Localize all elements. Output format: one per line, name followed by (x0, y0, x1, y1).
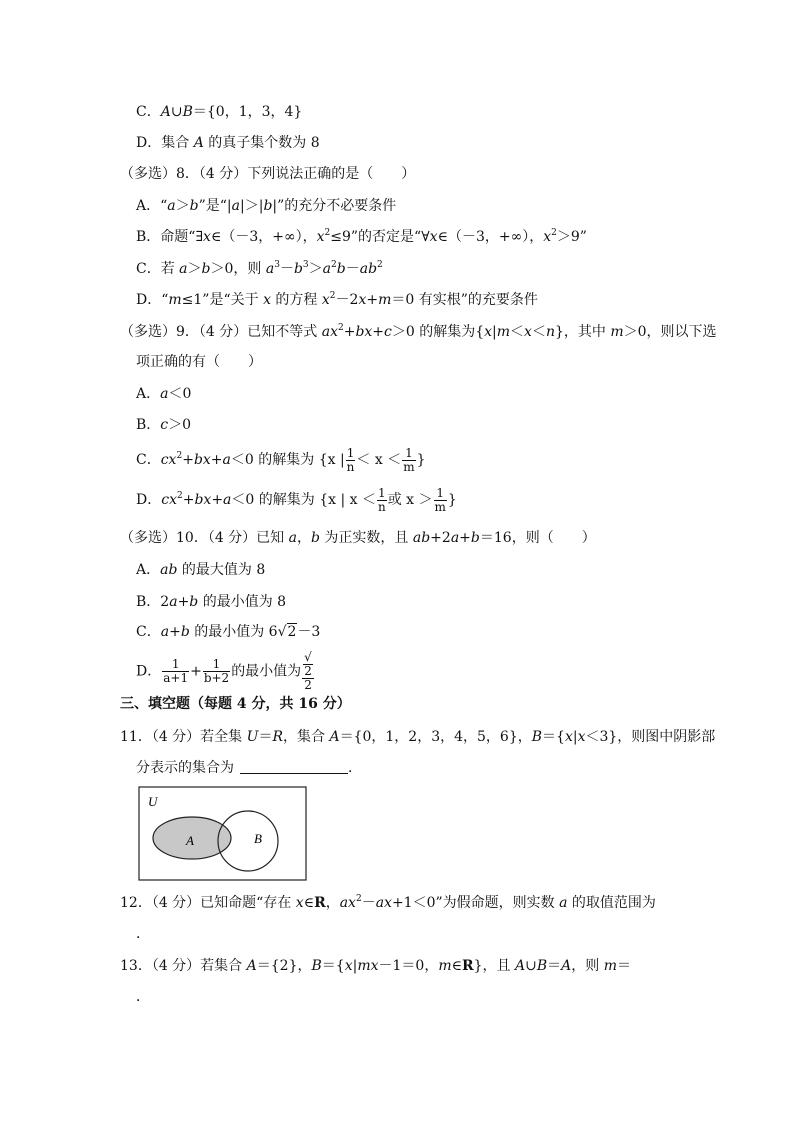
label-b: B (254, 831, 262, 846)
q11-answer-blank[interactable] (240, 759, 348, 774)
q8-stem: （多选）8．（4 分）下列说法正确的是（ ） (120, 166, 416, 182)
q12-stem-line2: ． (136, 926, 150, 942)
label-u: U (148, 794, 158, 809)
q9-stem-line2: 项正确的有（ ） (136, 354, 262, 370)
q9-option-d: D．$cx^2+bx+a<0$ 的解集为 {x | x ＜ $\frac{1}{n}$ 或 x ＞ $\frac{1}{m}$ } (136, 485, 457, 514)
q13-stem-line1: 13．（4 分）若集合 A＝{2}，B＝{x|mx－1＝0，m∈R}，且 A∪B＝A，则 m＝ (120, 958, 631, 974)
q8-option-b: B．命题“∃x∈（－3，+∞），$x^2\le 9$”的否定是“∀x∈（－3，+∞），$x^2>9$” (136, 228, 587, 245)
q10-option-a: A．ab 的最大值为 8 (136, 562, 266, 578)
q10-stem: （多选）10．（4 分）已知 a，b 为正实数，且 ab+2a+b＝16，则（ ） (120, 530, 596, 546)
q9-stem-line1: （多选）9．（4 分）已知不等式 $ax^2+bx+c>0$ 的解集为{x|m＜x＜n}，其中 m＞0，则以下选 (120, 323, 717, 340)
q8-option-d: D．“m≤1”是“关于 x 的方程 $x^2-2x+m=0$ 有实根”的充要条件 (136, 291, 538, 308)
q10-option-c: C．a+b 的最小值为 6√2－3 (136, 624, 321, 640)
q10-option-b: B．2a+b 的最小值为 8 (136, 594, 287, 610)
q8-option-c: C．若 a＞b＞0，则 $a^3-b^3>a^2b-ab^2$ (136, 260, 383, 277)
q9-option-c: C．$cx^2+bx+a<0$ 的解集为 {x | $\frac{1}{n}$ ＜ x ＜ $\frac{1}{m}$ } (136, 445, 426, 474)
label-a: A (186, 833, 194, 848)
q9-option-a: A．a＜0 (136, 386, 192, 402)
section-3-heading: 三、填空题（每题 4 分，共 16 分） (120, 696, 351, 712)
q7-option-c: C．A∪B＝{0，1，3，4} (136, 104, 303, 120)
venn-diagram (138, 786, 308, 882)
q9-option-b: B．c＞0 (136, 417, 192, 433)
q8-option-a: A．“a＞b”是“|a|＞|b|”的充分不必要条件 (136, 198, 397, 214)
set-b-circle (218, 811, 278, 871)
q12-stem-line1: 12．（4 分）已知命题“存在 x∈R，$ax^2-ax+1<0$”为假命题，则实数 a 的取值范围为 (120, 894, 656, 911)
q10-option-d: D． $\frac{1}{a+1}$ + $\frac{1}{b+2}$ 的最小值为 √ 2 2 (136, 650, 312, 692)
q7-option-d: D．集合 A 的真子集个数为 8 (136, 135, 320, 151)
q11-stem-line2: 分表示的集合为 ． (136, 760, 362, 776)
q11-stem-line1: 11．（4 分）若全集 U＝R，集合 A＝{0，1，2，3，4，5，6}，B＝{x|x＜3}，则图中阴影部 (120, 729, 716, 745)
q13-stem-line2: ． (136, 989, 150, 1005)
